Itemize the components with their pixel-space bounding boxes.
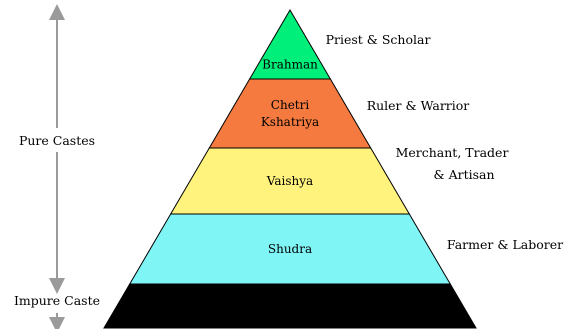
tier-kshatriya bbox=[209, 79, 370, 148]
impure-caste-label: Impure Caste bbox=[13, 293, 101, 308]
tier-shudra-label: Shudra bbox=[267, 242, 313, 256]
role-vaishya-label: Merchant, Trader bbox=[395, 145, 509, 160]
tier-untouchables bbox=[104, 284, 476, 328]
tier-untouchables-label: Untochables bbox=[251, 299, 329, 313]
tier-kshatriya-shape bbox=[209, 79, 370, 148]
role-brahman-label: Priest & Scholar bbox=[325, 32, 431, 47]
tier-vaishya-label: Vaishya bbox=[266, 174, 314, 188]
pyramid bbox=[104, 10, 476, 328]
tier-kshatriya-label: Chetri bbox=[270, 98, 310, 112]
pure-castes-label: Pure Castes bbox=[18, 133, 96, 148]
role-kshatriya-label: Ruler & Warrior bbox=[366, 98, 470, 113]
left-annotation bbox=[14, 12, 100, 325]
tier-brahman-label: Brahman bbox=[262, 57, 318, 72]
role-shudra-label: Farmer & Laborer bbox=[446, 237, 564, 252]
tier-kshatriya-label: Kshatriya bbox=[260, 115, 320, 129]
role-vaishya-label: & Artisan bbox=[433, 167, 495, 182]
tier-brahman bbox=[250, 10, 331, 79]
tier-vaishya bbox=[171, 148, 410, 214]
tier-shudra bbox=[130, 214, 451, 284]
